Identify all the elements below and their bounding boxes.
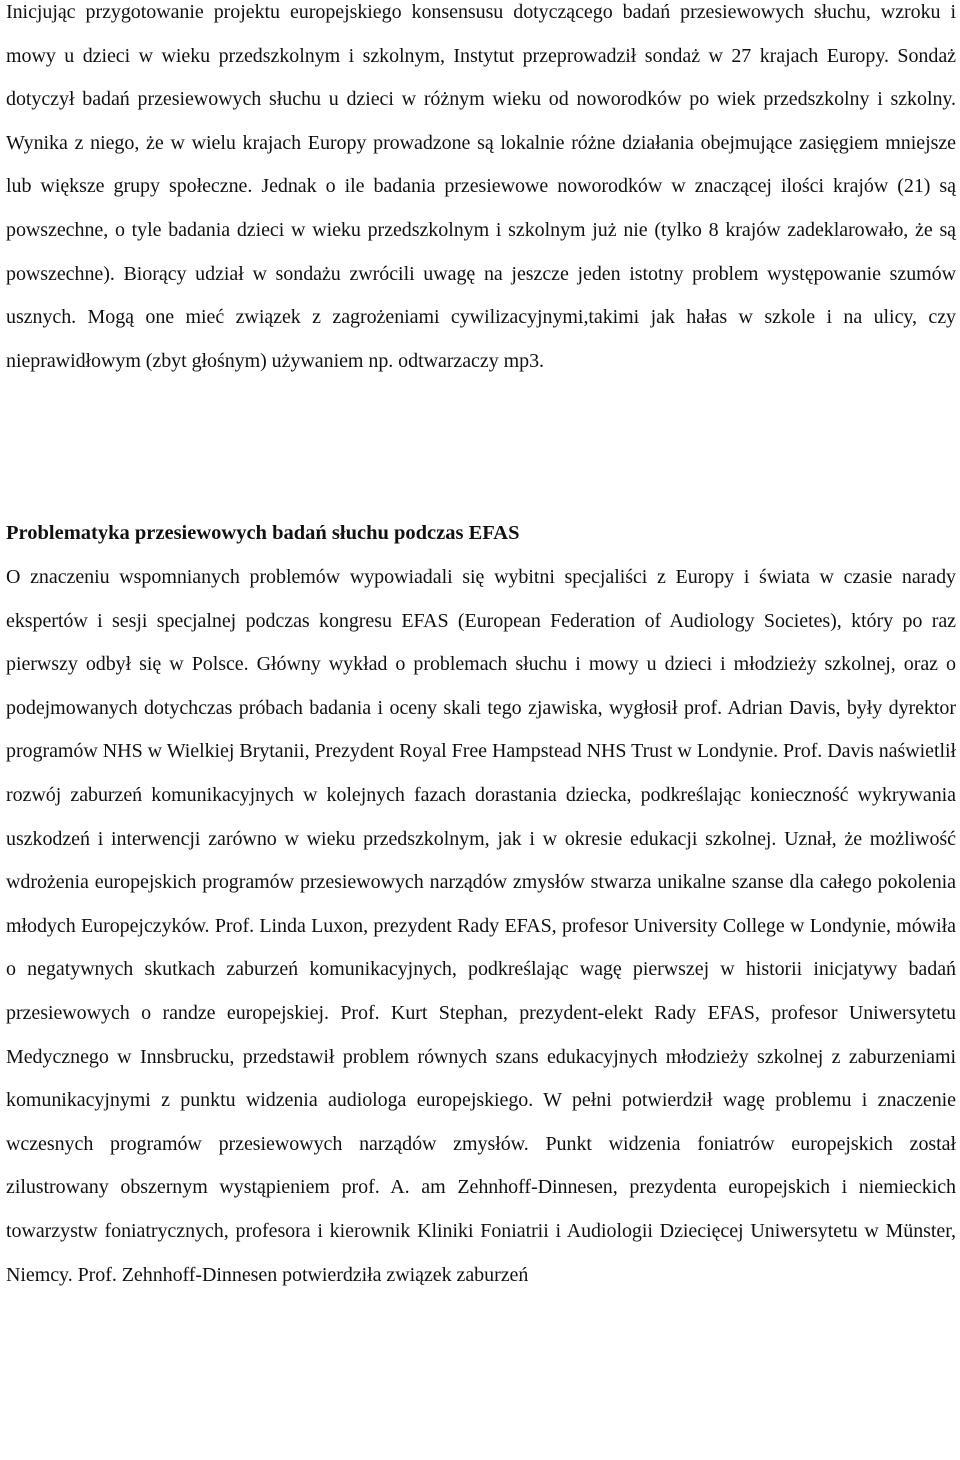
section-heading: Problematyka przesiewowych badań słuchu podczas EFAS <box>6 522 520 544</box>
intro-paragraph: Inicjując przygotowanie projektu europejskiego konsensusu dotyczącego badań przesiewowych słuchu, wzroku i mowy u dzieci w wieku przedszkolnym i szkolnym, Instytut przeprowadził sondaż w 27 krajach Europy. Sondaż dotyczył badań przesiewowych słuchu u dzieci w różnym wieku od noworodków po wiek przedszkolny i szkolny. Wynika z niego, że w wielu krajach Europy prowadzone są lokalnie różne działania obejmujące zasięgiem mniejsze lub większe grupy społeczne. Jednak o ile badania przesiewowe noworodków w znaczącej ilości krajów (21) są powszechne, o tyle badania dzieci w wieku przedszkolnym i szkolnym już nie (tylko 8 krajów zadeklarowało, że są powszechne). Biorący udział w sondażu zwrócili uwagę na jeszcze jeden istotny problem występowanie szumów usznych. Mogą one mieć związek z zagrożeniami cywilizacyjnymi,takimi jak hałas w szkole i na ulicy, czy nieprawidłowym (zbyt głośnym) używaniem np. odtwarzaczy mp3. <box>6 1 956 372</box>
section-paragraph: O znaczeniu wspomnianych problemów wypowiadali się wybitni specjaliści z Europy i świata w czasie narady ekspertów i sesji specjalnej podczas kongresu EFAS (European Federation of Audiology Societes), który po raz pierwszy odbył się w Polsce. Główny wykład o problemach słuchu i mowy u dzieci i młodzieży szkolnej, oraz o podejmowanych dotychczas próbach badania i oceny skali tego zjawiska, wygłosił prof. Adrian Davis, były dyrektor programów NHS w Wielkiej Brytanii, Prezydent Royal Free Hampstead NHS Trust w Londynie. Prof. Davis naświetlił rozwój zaburzeń komunikacyjnych w kolejnych fazach dorastania dziecka, podkreślając konieczność wykrywania uszkodzeń i interwencji zarówno w wieku przedszkolnym, jak i w okresie edukacji szkolnej. Uznał, że możliwość wdrożenia europejskich programów przesiewowych narządów zmysłów stwarza unikalne szanse dla całego pokolenia młodych Europejczyków. Prof. Linda Luxon, prezydent Rady EFAS, profesor University College w Londynie, mówiła o negatywnych skutkach zaburzeń komunikacyjnych, podkreślając wagę pierwszej w historii inicjatywy badań przesiewowych o randze europejskiej. Prof. Kurt Stephan, prezydent-elekt Rady EFAS, profesor Uniwersytetu Medycznego w Innsbrucku, przedstawił problem równych szans edukacyjnych młodzieży szkolnej z zaburzeniami komunikacyjnymi z punktu widzenia audiologa europejskiego. W pełni potwierdził wagę problemu i znaczenie wczesnych programów przesiewowych narządów zmysłów. Punkt widzenia foniatrów europejskich został zilustrowany obszernym wystąpieniem prof. A. am Zehnhoff-Dinnesen, prezydenta europejskich i niemieckich towarzystw foniatrycznych, profesora i kierownik Kliniki Foniatrii i Audiologii Dziecięcej Uniwersytetu w Münster, Niemcy. Prof. Zehnhoff-Dinnesen potwierdziła związek zaburzeń <box>6 566 956 1286</box>
